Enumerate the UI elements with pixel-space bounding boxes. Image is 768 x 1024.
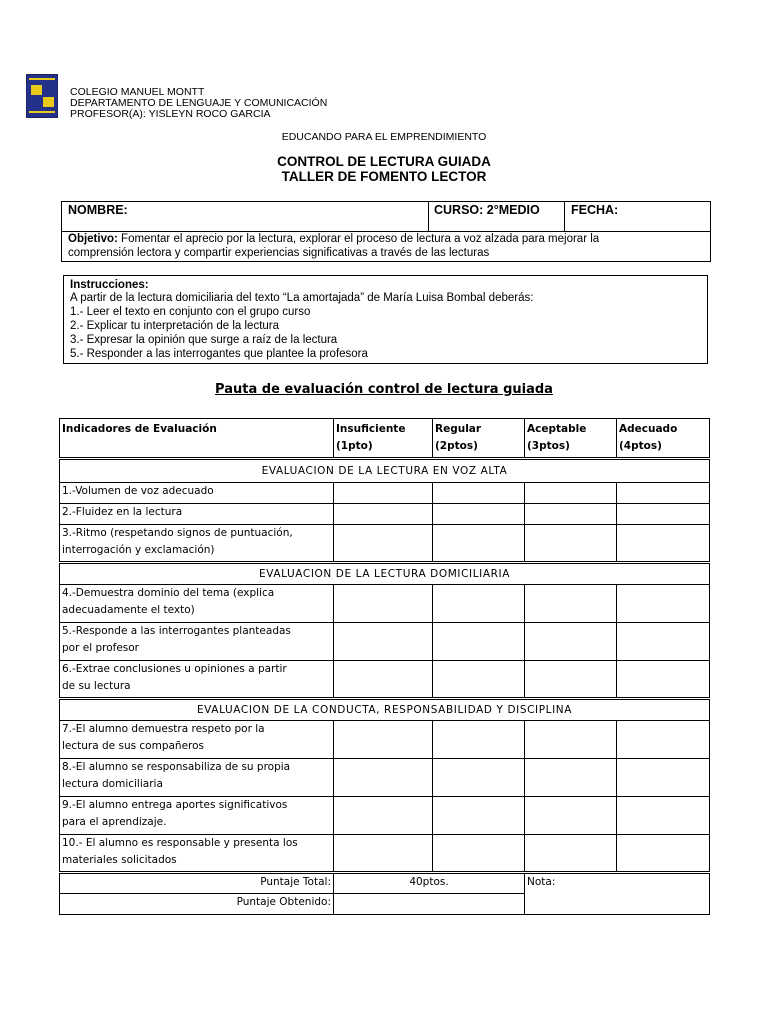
- indicator-line: para el aprendizaje.: [62, 816, 167, 828]
- student-info-row: [61, 201, 711, 232]
- score-cell[interactable]: [433, 525, 525, 563]
- level-header-adecuado: [617, 419, 710, 459]
- evaluation-table: [59, 418, 710, 915]
- rubric-title: Pauta de evaluación control de lectura guiada: [215, 382, 553, 397]
- score-cell[interactable]: [617, 623, 710, 661]
- instruction-item: 2.- Explicar tu interpretación de la lectura: [70, 320, 280, 332]
- objective-text: [68, 232, 599, 246]
- obtained-label: Puntaje Obtenido:: [60, 894, 334, 915]
- date-field[interactable]: FECHA:: [571, 203, 619, 217]
- indicator-text: [60, 759, 334, 797]
- level-header-aceptable: [525, 419, 617, 459]
- level-points: (4ptos): [619, 440, 662, 452]
- section-header-row: [60, 699, 710, 721]
- level-name: Regular: [435, 423, 482, 435]
- score-cell[interactable]: [617, 483, 710, 504]
- obtained-score-field[interactable]: [334, 894, 525, 915]
- score-cell[interactable]: [334, 504, 433, 525]
- indicator-line: 9.-El alumno entrega aportes significativos: [62, 799, 288, 811]
- table-row: [60, 504, 710, 525]
- school-name: COLEGIO MANUEL MONTT: [70, 86, 205, 98]
- score-cell[interactable]: [525, 504, 617, 525]
- score-cell[interactable]: [525, 835, 617, 873]
- indicator-line: 5.-Responde a las interrogantes planteadas: [62, 625, 291, 637]
- score-cell[interactable]: [617, 797, 710, 835]
- indicator-line: materiales solicitados: [62, 854, 177, 866]
- indicator-line: adecuadamente el texto): [62, 604, 195, 616]
- indicator-line: 8.-El alumno se responsabiliza de su propia: [62, 761, 291, 773]
- score-cell[interactable]: [525, 759, 617, 797]
- indicator-text: [60, 835, 334, 873]
- indicator-line: lectura de sus compañeros: [62, 740, 205, 752]
- indicator-line: 10.- El alumno es responsable y presenta los: [62, 837, 298, 849]
- school-logo: [26, 74, 58, 118]
- course-field[interactable]: CURSO: 2°MEDIO: [434, 203, 540, 217]
- score-cell[interactable]: [433, 585, 525, 623]
- indicator-text: [60, 661, 334, 699]
- indicator-text: [60, 797, 334, 835]
- indicator-line: 3.-Ritmo (respetando signos de puntuación,: [62, 527, 293, 539]
- grade-field[interactable]: [525, 873, 710, 915]
- score-cell[interactable]: [617, 504, 710, 525]
- indicator-text: [60, 721, 334, 759]
- instructions-box: [63, 275, 708, 364]
- instruction-item: 1.- Leer el texto en conjunto con el grupo curso: [70, 306, 311, 318]
- level-header-regular: [433, 419, 525, 459]
- indicator-text: [60, 585, 334, 623]
- table-row: [60, 797, 710, 835]
- objective-label: Objetivo:: [68, 233, 118, 245]
- table-row: [60, 661, 710, 699]
- score-cell[interactable]: [433, 835, 525, 873]
- instruction-item: 3.- Expresar la opinión que surge a raíz de la lectura: [70, 334, 338, 346]
- section-header-row: [60, 459, 710, 483]
- level-header-insuficiente: [334, 419, 433, 459]
- teacher-name: PROFESOR(A): YISLEYN ROCO GARCIA: [70, 108, 271, 120]
- table-row: [60, 525, 710, 563]
- indicator-text: 1.-Volumen de voz adecuado: [60, 483, 334, 504]
- score-cell[interactable]: [617, 661, 710, 699]
- indicator-line: por el profesor: [62, 642, 140, 654]
- level-name: Adecuado: [619, 423, 678, 435]
- level-points: (3ptos): [527, 440, 570, 452]
- table-row: [60, 759, 710, 797]
- score-cell[interactable]: [525, 797, 617, 835]
- score-cell[interactable]: [334, 721, 433, 759]
- table-row: [60, 623, 710, 661]
- score-cell[interactable]: [334, 797, 433, 835]
- table-row: [60, 721, 710, 759]
- score-cell[interactable]: [433, 797, 525, 835]
- section-title: EVALUACION DE LA LECTURA DOMICILIARIA: [60, 563, 710, 585]
- score-cell[interactable]: [433, 483, 525, 504]
- score-cell[interactable]: [525, 483, 617, 504]
- score-cell[interactable]: [617, 525, 710, 563]
- score-cell[interactable]: [525, 661, 617, 699]
- score-cell[interactable]: [525, 623, 617, 661]
- objective-line-1: Fomentar el aprecio por la lectura, explorar el proceso de lectura a voz alzada para mejorar la: [121, 233, 600, 245]
- score-cell[interactable]: [617, 585, 710, 623]
- department-name: DEPARTAMENTO DE LENGUAJE Y COMUNICACIÓN: [70, 97, 328, 109]
- score-cell[interactable]: [433, 721, 525, 759]
- score-cell[interactable]: [334, 661, 433, 699]
- indicator-text: [60, 525, 334, 563]
- section-title: EVALUACION DE LA CONDUCTA, RESPONSABILIDAD Y DISCIPLINA: [60, 699, 710, 721]
- table-row: [60, 585, 710, 623]
- section-header-row: [60, 563, 710, 585]
- document-title: CONTROL DE LECTURA GUIADA: [277, 154, 491, 169]
- score-cell[interactable]: [525, 721, 617, 759]
- score-cell[interactable]: [433, 759, 525, 797]
- indicator-line: interrogación y exclamación): [62, 544, 215, 556]
- objective-box: [61, 231, 711, 262]
- indicator-text: [60, 623, 334, 661]
- score-cell[interactable]: [334, 623, 433, 661]
- indicator-line: 6.-Extrae conclusiones u opiniones a partir: [62, 663, 287, 675]
- name-field[interactable]: NOMBRE:: [68, 203, 128, 217]
- indicator-line: 7.-El alumno demuestra respeto por la: [62, 723, 265, 735]
- score-cell[interactable]: [617, 721, 710, 759]
- indicator-text: 2.-Fluidez en la lectura: [60, 504, 334, 525]
- score-cell[interactable]: [334, 483, 433, 504]
- score-cell[interactable]: [433, 623, 525, 661]
- table-row: [60, 483, 710, 504]
- document-subtitle: TALLER DE FOMENTO LECTOR: [281, 169, 487, 184]
- section-title: EVALUACION DE LA LECTURA EN VOZ ALTA: [60, 459, 710, 483]
- level-name: Aceptable: [527, 423, 587, 435]
- score-cell[interactable]: [617, 759, 710, 797]
- motto: EDUCANDO PARA EL EMPRENDIMIENTO: [281, 131, 487, 143]
- score-cell[interactable]: [334, 585, 433, 623]
- instructions-intro: A partir de la lectura domiciliaria del texto “La amortajada” de María Luisa Bombal deberás:: [70, 292, 534, 304]
- table-row: [60, 835, 710, 873]
- table-header-row: [60, 419, 710, 459]
- score-cell[interactable]: [334, 759, 433, 797]
- score-cell[interactable]: [525, 525, 617, 563]
- score-cell[interactable]: [617, 835, 710, 873]
- total-label: Puntaje Total:: [60, 873, 334, 894]
- objective-line-2: comprensión lectora y compartir experiencias significativas a través de las lecturas: [68, 247, 490, 259]
- indicator-line: 4.-Demuestra dominio del tema (explica: [62, 587, 275, 599]
- score-cell[interactable]: [334, 525, 433, 563]
- level-name: Insuficiente: [336, 423, 406, 435]
- score-cell[interactable]: [334, 835, 433, 873]
- instruction-item: 5.- Responder a las interrogantes que plantee la profesora: [70, 348, 368, 360]
- total-value: 40ptos.: [334, 873, 525, 894]
- indicator-column-header: Indicadores de Evaluación: [60, 419, 334, 459]
- total-row: [60, 873, 710, 894]
- instructions-label: Instrucciones:: [70, 279, 149, 291]
- score-cell[interactable]: [525, 585, 617, 623]
- level-points: (1pto): [336, 440, 373, 452]
- indicator-line: lectura domiciliaria: [62, 778, 163, 790]
- level-points: (2ptos): [435, 440, 478, 452]
- score-cell[interactable]: [433, 504, 525, 525]
- score-cell[interactable]: [433, 661, 525, 699]
- grade-label: Nota:: [527, 876, 556, 888]
- indicator-line: de su lectura: [62, 680, 131, 692]
